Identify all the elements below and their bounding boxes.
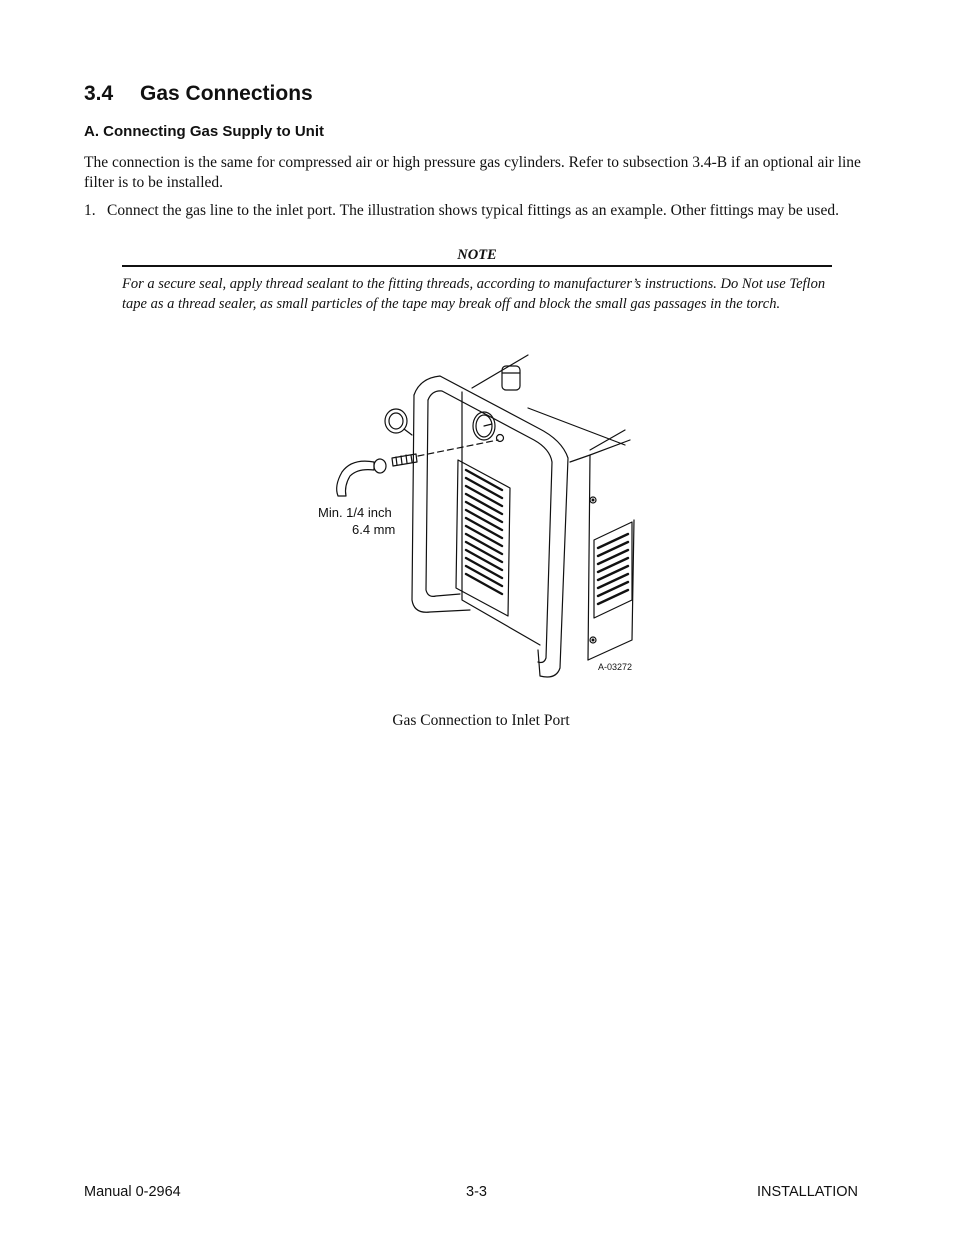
gauge-cap-stem [404, 429, 412, 435]
note-body: For a secure seal, apply thread sealant to the fitting threads, according to manufacturer’s instructions. Do Not use Teflon tape as a thread sealer, as small particles of the tape may break off and block the small gas passages in the torch. [122, 276, 826, 312]
figure-caption: Gas Connection to Inlet Port [392, 712, 570, 729]
step-number: 1. [84, 202, 96, 219]
regulator-knob-top [502, 366, 520, 390]
footer-chapter: INSTALLATION [757, 1184, 858, 1200]
connection-dash-line [418, 440, 498, 456]
section-title: Gas Connections [140, 82, 313, 105]
step-text: Connect the gas line to the inlet port. The illustration shows typical fittings as an example. Other fittings may be used. [107, 202, 839, 219]
subsection-heading: A. Connecting Gas Supply to Unit [84, 123, 324, 140]
unit-top-back-edge [528, 408, 625, 445]
section-number: 3.4 [84, 82, 114, 105]
art-code: A-03272 [598, 662, 633, 672]
side-louver-slats [598, 534, 628, 604]
side-panel-top [570, 440, 630, 462]
screw-center-top [592, 499, 595, 502]
note-divider [122, 265, 832, 267]
intro-paragraph: The connection is the same for compressed air or high pressure gas cylinders. Refer to subsection 3.4-B if an optional air line filter is to be installed. [84, 154, 861, 191]
pressure-gauge-needle [484, 424, 492, 426]
handle-frame-left [412, 395, 470, 612]
handle-frame-inner-left [426, 400, 460, 596]
section-heading [84, 80, 313, 108]
footer-page-number: 3-3 [466, 1184, 487, 1200]
footer-manual-number: Manual 0-2964 [84, 1184, 181, 1200]
unit-top-side-edge [590, 430, 625, 450]
gauge-cap-inner [389, 413, 403, 429]
step-item [84, 201, 874, 221]
note-title: NOTE [457, 247, 497, 263]
screw-center-bottom [592, 639, 595, 642]
hose-size-label-inch: Min. 1/4 inch [318, 505, 392, 520]
side-panel-corner [588, 455, 590, 660]
hose-size-label-mm: 6.4 mm [352, 522, 396, 537]
handle-frame-inner [428, 391, 552, 663]
front-louver-slats [466, 470, 502, 594]
gas-hose [337, 461, 374, 496]
hose-clamp [374, 459, 386, 473]
